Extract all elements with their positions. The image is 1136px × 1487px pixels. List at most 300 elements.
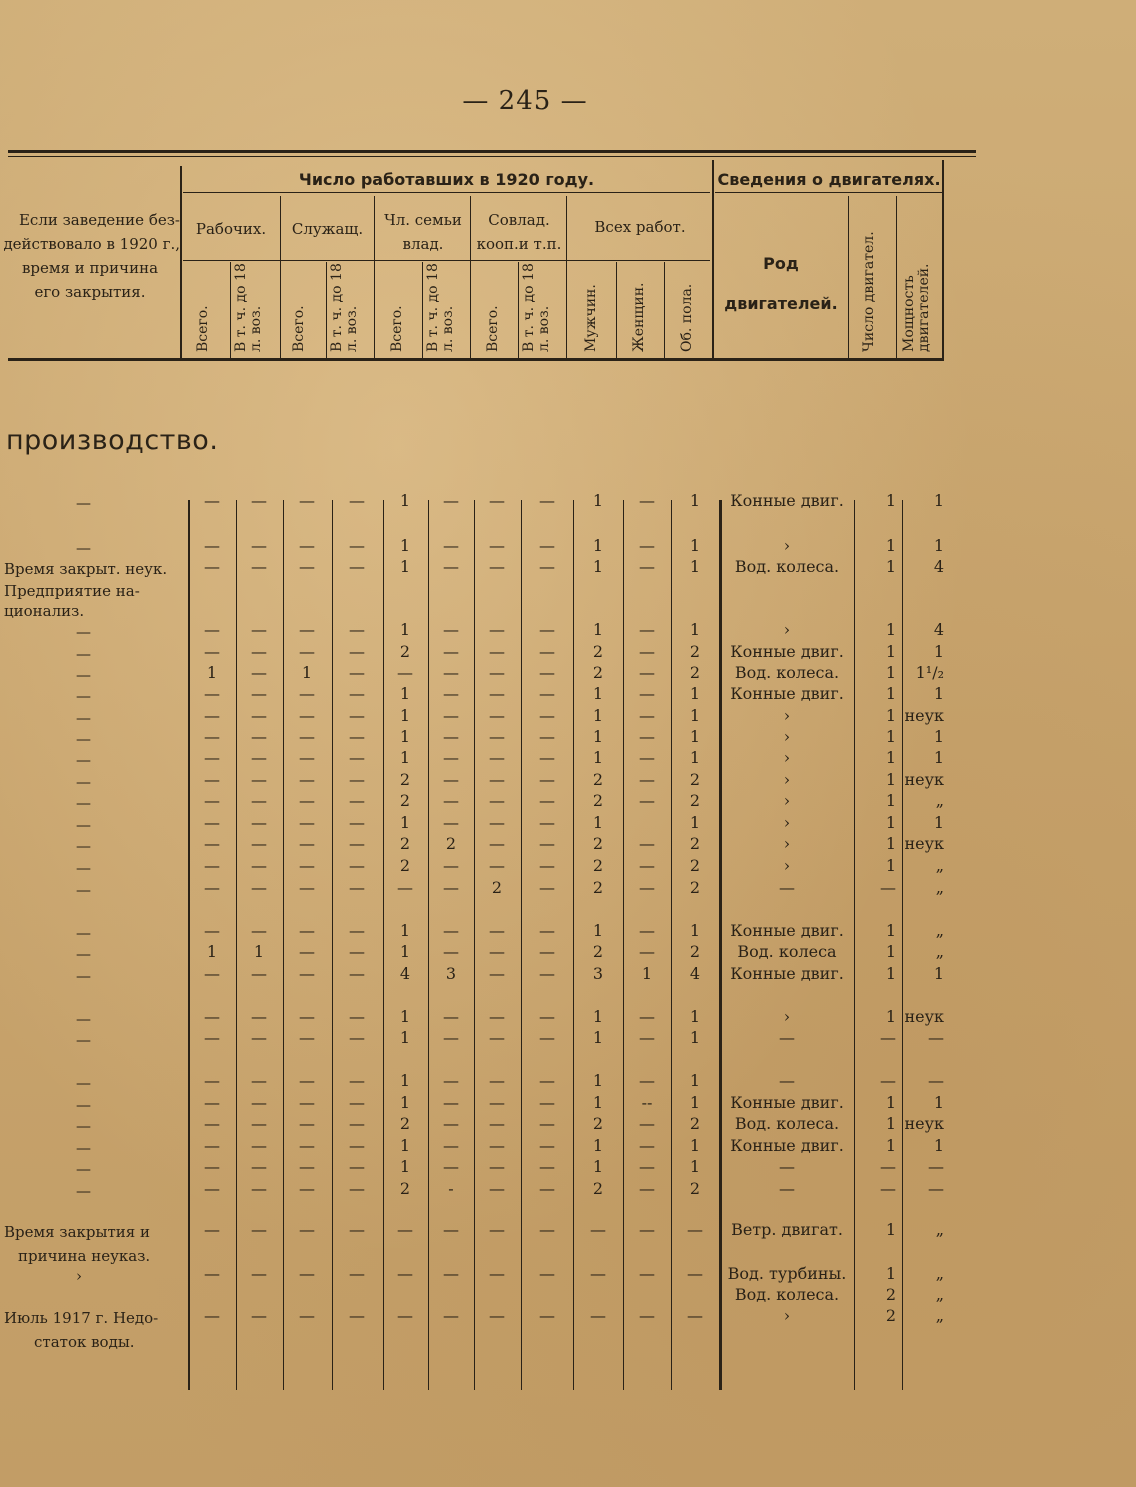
- row-cell: —: [204, 921, 220, 940]
- row-cell: —: [489, 663, 505, 682]
- row-cell: —: [639, 491, 655, 510]
- row-engine-count: 2: [885, 1306, 896, 1325]
- row-cell: 2: [689, 834, 701, 853]
- row-engine-power: „: [935, 856, 944, 875]
- row-cell: —: [443, 1264, 459, 1283]
- note-reason-unknown: причина неуказ.: [18, 1247, 151, 1265]
- row-cell: —: [204, 1306, 220, 1325]
- row-cell: 2: [592, 942, 604, 961]
- row-engine-count: 1: [885, 942, 896, 961]
- sub-minor-employees: В т. ч. до 18 л. воз.: [329, 263, 360, 352]
- row-cell: 1: [592, 921, 604, 940]
- row-cell: 1: [689, 1093, 701, 1112]
- row-cell: 2: [592, 1179, 604, 1198]
- row-note: —: [76, 794, 91, 812]
- note-nationalized-1: Предприятие на-: [4, 582, 140, 600]
- row-cell: —: [251, 1071, 267, 1090]
- sub-minor-coowners: В т. ч. до 18 л. воз.: [521, 263, 552, 352]
- row-cell: —: [349, 964, 365, 983]
- row-cell: 1: [689, 557, 701, 576]
- row-cell: 1: [399, 942, 411, 961]
- row-engine-count: —: [880, 878, 896, 897]
- row-cell: —: [639, 1071, 655, 1090]
- row-cell: —: [349, 1157, 365, 1176]
- row-cell: 1: [399, 491, 411, 510]
- row-cell: —: [443, 813, 459, 832]
- row-cell: 1: [689, 536, 701, 555]
- row-cell: —: [349, 1264, 365, 1283]
- row-cell: 2: [399, 642, 411, 661]
- row-cell: —: [349, 834, 365, 853]
- row-cell: —: [443, 878, 459, 897]
- row-cell: —: [251, 620, 267, 639]
- row-cell: —: [539, 706, 555, 725]
- row-cell: —: [204, 684, 220, 703]
- row-cell: —: [639, 1136, 655, 1155]
- row-cell: —: [204, 557, 220, 576]
- row-engine-power: 1: [933, 684, 944, 703]
- row-cell: 1: [206, 942, 218, 961]
- row-cell: —: [539, 878, 555, 897]
- row-engine-count: 1: [885, 1007, 896, 1026]
- row-cell: —: [204, 770, 220, 789]
- row-cell: —: [639, 663, 655, 682]
- row-cell: —: [349, 791, 365, 810]
- row-cell: 1: [689, 1071, 701, 1090]
- row-engine-power: 1: [933, 642, 944, 661]
- row-cell: 1: [592, 536, 604, 555]
- row-engine-kind: Конные двиг.: [730, 1093, 844, 1112]
- row-cell: —: [489, 748, 505, 767]
- row-cell: 2: [689, 663, 701, 682]
- row-cell: —: [204, 748, 220, 767]
- row-cell: —: [349, 921, 365, 940]
- section-title: производство.: [6, 425, 219, 456]
- row-engine-power: неук: [904, 1007, 944, 1026]
- row-cell: 1: [592, 706, 604, 725]
- row-cell: —: [539, 620, 555, 639]
- row-note: Июль 1917 г. Недо-: [4, 1309, 159, 1327]
- row-cell: —: [639, 1179, 655, 1198]
- row-cell: —: [251, 1220, 267, 1239]
- row-engine-count: 2: [885, 1285, 896, 1304]
- workers-header: Рабочих.: [195, 220, 267, 238]
- row-cell: —: [204, 642, 220, 661]
- row-cell: —: [443, 942, 459, 961]
- row-cell: —: [349, 706, 365, 725]
- row-cell: 2: [592, 770, 604, 789]
- row-cell: —: [299, 642, 315, 661]
- row-engine-kind: —: [779, 1028, 795, 1047]
- row-note: —: [76, 1160, 91, 1178]
- row-engine-count: 1: [885, 491, 896, 510]
- row-cell: 4: [399, 964, 411, 983]
- row-engine-kind: ›: [783, 834, 791, 853]
- vline-h3: [326, 262, 327, 358]
- row-cell: 1: [399, 684, 411, 703]
- row-engine-count: 1: [885, 1264, 896, 1283]
- row-engine-count: 1: [885, 684, 896, 703]
- row-cell: —: [539, 1179, 555, 1198]
- row-cell: —: [489, 1071, 505, 1090]
- row-cell: —: [539, 921, 555, 940]
- row-engine-power: неук: [904, 770, 944, 789]
- row-cell: —: [349, 1306, 365, 1325]
- row-cell: —: [539, 1007, 555, 1026]
- sub-total-family: Всего.: [389, 305, 405, 352]
- row-cell: —: [299, 557, 315, 576]
- row-cell: —: [443, 921, 459, 940]
- row-cell: —: [639, 1220, 655, 1239]
- row-engine-kind: Вод. колеса.: [734, 663, 840, 682]
- row-engine-power: 4: [933, 557, 944, 576]
- row-cell: —: [204, 813, 220, 832]
- row-cell: —: [204, 791, 220, 810]
- row-cell: 1: [592, 620, 604, 639]
- row-cell: 2: [689, 856, 701, 875]
- row-cell: —: [349, 1071, 365, 1090]
- row-engine-count: 1: [885, 557, 896, 576]
- row-cell: —: [299, 1157, 315, 1176]
- row-cell: 1: [399, 727, 411, 746]
- row-cell: —: [489, 1264, 505, 1283]
- row-cell: —: [443, 706, 459, 725]
- row-cell: —: [251, 1136, 267, 1155]
- row-cell: —: [489, 1157, 505, 1176]
- row-cell: —: [539, 1071, 555, 1090]
- row-cell: 2: [689, 770, 701, 789]
- row-cell: 1: [399, 1157, 411, 1176]
- col0-header-line2: действовало в 1920 г.,: [3, 235, 180, 253]
- row-engine-power: 1: [933, 1093, 944, 1112]
- row-cell: —: [299, 856, 315, 875]
- row-cell: 1: [592, 557, 604, 576]
- row-cell: —: [489, 1136, 505, 1155]
- row-cell: —: [539, 1114, 555, 1133]
- row-cell: —: [539, 1220, 555, 1239]
- row-cell: —: [299, 834, 315, 853]
- top-rule: [8, 150, 976, 153]
- row-engine-power: „: [935, 1285, 944, 1304]
- row-cell: —: [489, 834, 505, 853]
- row-cell: -: [448, 1179, 454, 1198]
- row-cell: —: [443, 770, 459, 789]
- row-cell: 2: [689, 642, 701, 661]
- row-note: ›: [76, 1267, 82, 1285]
- row-cell: --: [641, 1093, 653, 1112]
- row-cell: —: [639, 620, 655, 639]
- row-cell: —: [299, 791, 315, 810]
- row-cell: —: [299, 921, 315, 940]
- row-cell: —: [204, 878, 220, 897]
- row-cell: —: [204, 727, 220, 746]
- row-cell: —: [443, 663, 459, 682]
- row-cell: —: [443, 642, 459, 661]
- row-cell: —: [251, 684, 267, 703]
- row-cell: 2: [399, 856, 411, 875]
- row-engine-count: 1: [885, 834, 896, 853]
- row-cell: —: [489, 964, 505, 983]
- row-note: —: [76, 945, 91, 963]
- row-cell: —: [489, 706, 505, 725]
- vline-h13: [896, 196, 897, 358]
- row-cell: 1: [301, 663, 313, 682]
- row-engine-kind: Конные двиг.: [730, 684, 844, 703]
- row-cell: —: [251, 1028, 267, 1047]
- row-cell: —: [443, 727, 459, 746]
- row-cell: 1: [592, 1093, 604, 1112]
- vline-h12: [848, 196, 849, 358]
- row-cell: —: [204, 964, 220, 983]
- row-engine-power: неук: [904, 834, 944, 853]
- row-cell: 1: [592, 684, 604, 703]
- row-cell: —: [299, 770, 315, 789]
- row-cell: 2: [592, 642, 604, 661]
- row-cell: 1: [399, 1028, 411, 1047]
- row-cell: —: [349, 663, 365, 682]
- group-workers-header: Число работавших в 1920 году.: [298, 170, 595, 189]
- vline-body-8: [573, 500, 574, 1390]
- row-cell: 2: [592, 834, 604, 853]
- sub-total-coowners: Всего.: [485, 305, 501, 352]
- row-cell: —: [443, 684, 459, 703]
- all-workers-header: Всех работ.: [594, 218, 686, 236]
- row-cell: —: [639, 1157, 655, 1176]
- row-note: —: [76, 924, 91, 942]
- row-cell: —: [204, 1264, 220, 1283]
- row-engine-count: 1: [885, 663, 896, 682]
- row-cell: —: [204, 1028, 220, 1047]
- row-cell: —: [397, 878, 413, 897]
- row-cell: —: [639, 942, 655, 961]
- row-cell: 2: [399, 1114, 411, 1133]
- row-cell: —: [443, 856, 459, 875]
- note-nationalized-2: ционализ.: [4, 602, 85, 620]
- row-engine-kind: ›: [783, 706, 791, 725]
- row-cell: —: [687, 1220, 703, 1239]
- col0-header: [0, 208, 180, 304]
- row-cell: 1: [689, 727, 701, 746]
- row-cell: —: [539, 536, 555, 555]
- row-cell: —: [299, 1071, 315, 1090]
- row-cell: —: [539, 1306, 555, 1325]
- sub-total-workers: Всего.: [195, 305, 211, 352]
- row-cell: —: [299, 1028, 315, 1047]
- row-cell: —: [443, 1071, 459, 1090]
- row-cell: —: [204, 1114, 220, 1133]
- row-cell: —: [299, 1220, 315, 1239]
- row-cell: —: [299, 1264, 315, 1283]
- group-engines-header: Сведения о двигателях.: [717, 170, 941, 189]
- row-cell: —: [539, 1157, 555, 1176]
- row-engine-kind: ›: [783, 813, 791, 832]
- row-cell: —: [204, 1179, 220, 1198]
- row-cell: 1: [592, 727, 604, 746]
- engine-count-header: Число двигател.: [861, 231, 877, 352]
- row-cell: —: [349, 748, 365, 767]
- row-engine-kind: —: [779, 1179, 795, 1198]
- engine-underline: [715, 192, 944, 193]
- row-engine-kind: ›: [783, 856, 791, 875]
- row-note: —: [76, 687, 91, 705]
- row-cell: 1: [689, 748, 701, 767]
- row-cell: —: [489, 684, 505, 703]
- row-cell: 1: [689, 1136, 701, 1155]
- row-cell: —: [349, 684, 365, 703]
- row-cell: 1: [689, 1007, 701, 1026]
- row-cell: —: [539, 813, 555, 832]
- row-note: —: [76, 1031, 91, 1049]
- row-engine-kind: Ветр. двигат.: [731, 1220, 843, 1239]
- vline-h6: [470, 196, 471, 358]
- sub-minor-workers: В т. ч. до 18 л. воз.: [233, 263, 264, 352]
- row-cell: —: [299, 1136, 315, 1155]
- row-engine-kind: —: [779, 1071, 795, 1090]
- row-cell: —: [639, 1264, 655, 1283]
- row-engine-power: „: [935, 921, 944, 940]
- row-cell: —: [539, 834, 555, 853]
- row-cell: 1: [253, 942, 265, 961]
- row-engine-kind: ›: [783, 1007, 791, 1026]
- row-cell: —: [299, 727, 315, 746]
- row-cell: —: [299, 684, 315, 703]
- row-cell: —: [639, 856, 655, 875]
- row-engine-kind: ›: [783, 727, 791, 746]
- row-cell: —: [204, 1157, 220, 1176]
- row-engine-kind: Конные двиг.: [730, 964, 844, 983]
- row-cell: —: [299, 491, 315, 510]
- row-engine-count: 1: [885, 813, 896, 832]
- row-cell: —: [489, 791, 505, 810]
- row-cell: —: [639, 834, 655, 853]
- row-cell: —: [639, 684, 655, 703]
- row-cell: —: [251, 706, 267, 725]
- row-cell: —: [251, 557, 267, 576]
- row-cell: —: [349, 536, 365, 555]
- row-cell: —: [349, 942, 365, 961]
- row-cell: —: [443, 748, 459, 767]
- row-cell: 1: [592, 491, 604, 510]
- top-rule-thin: [8, 156, 976, 157]
- row-engine-power: —: [928, 1071, 944, 1090]
- row-cell: —: [299, 813, 315, 832]
- row-cell: —: [539, 1028, 555, 1047]
- row-note: —: [76, 1010, 91, 1028]
- row-cell: —: [397, 1220, 413, 1239]
- row-note: Время закрыт. неук.: [4, 560, 168, 578]
- row-cell: 1: [399, 813, 411, 832]
- row-cell: —: [251, 1093, 267, 1112]
- row-note: —: [76, 816, 91, 834]
- row-engine-count: 1: [885, 620, 896, 639]
- row-cell: —: [349, 1028, 365, 1047]
- row-cell: —: [443, 1028, 459, 1047]
- note-water-shortage: статок воды.: [34, 1333, 135, 1351]
- row-cell: 2: [399, 791, 411, 810]
- vline-body-13: [902, 500, 903, 1390]
- row-engine-kind: ›: [783, 791, 791, 810]
- row-cell: —: [489, 1093, 505, 1112]
- row-cell: —: [539, 856, 555, 875]
- row-cell: —: [590, 1306, 606, 1325]
- row-engine-count: —: [880, 1157, 896, 1176]
- row-cell: 2: [491, 878, 503, 897]
- row-engine-power: 1: [933, 813, 944, 832]
- row-cell: —: [349, 1114, 365, 1133]
- row-cell: —: [489, 557, 505, 576]
- row-cell: 1: [399, 620, 411, 639]
- row-cell: 1: [689, 491, 701, 510]
- row-engine-count: 1: [885, 1114, 896, 1133]
- row-engine-kind: ›: [783, 620, 791, 639]
- row-cell: 2: [592, 856, 604, 875]
- row-cell: —: [489, 1306, 505, 1325]
- row-engine-power: „: [935, 1264, 944, 1283]
- row-cell: 3: [445, 964, 457, 983]
- row-cell: —: [489, 1179, 505, 1198]
- sub-total-employees: Всего.: [291, 305, 307, 352]
- row-cell: 2: [689, 878, 701, 897]
- row-cell: —: [397, 663, 413, 682]
- row-cell: —: [539, 770, 555, 789]
- vline-h14: [942, 160, 944, 360]
- row-engine-kind: Конные двиг.: [730, 642, 844, 661]
- row-engine-count: 1: [885, 1136, 896, 1155]
- row-cell: 1: [399, 1007, 411, 1026]
- row-cell: —: [349, 1093, 365, 1112]
- row-cell: —: [251, 748, 267, 767]
- row-note: —: [76, 1096, 91, 1114]
- row-cell: —: [349, 856, 365, 875]
- row-cell: —: [443, 1093, 459, 1112]
- row-cell: —: [539, 942, 555, 961]
- row-cell: 1: [592, 813, 604, 832]
- row-engine-count: 1: [885, 791, 896, 810]
- row-cell: 1: [592, 1028, 604, 1047]
- coowners-header: Совлад. кооп.и т.п.: [476, 211, 562, 253]
- row-cell: —: [687, 1306, 703, 1325]
- row-cell: —: [639, 921, 655, 940]
- row-cell: 2: [689, 942, 701, 961]
- row-cell: —: [349, 1136, 365, 1155]
- row-cell: —: [639, 536, 655, 555]
- row-engine-kind: ›: [783, 748, 791, 767]
- vline-h10: [664, 262, 665, 358]
- row-engine-count: 1: [885, 706, 896, 725]
- row-cell: 1: [399, 557, 411, 576]
- row-cell: 2: [445, 834, 457, 853]
- row-cell: 3: [592, 964, 604, 983]
- row-cell: —: [639, 727, 655, 746]
- row-engine-count: 1: [885, 748, 896, 767]
- row-engine-power: 1: [933, 1136, 944, 1155]
- row-engine-kind: Вод. колеса.: [734, 1114, 840, 1133]
- row-cell: 1: [689, 1028, 701, 1047]
- row-cell: —: [349, 491, 365, 510]
- row-cell: 2: [689, 1179, 701, 1198]
- row-engine-count: 1: [885, 921, 896, 940]
- row-cell: 2: [399, 770, 411, 789]
- row-note: —: [76, 645, 91, 663]
- row-engine-kind: —: [779, 878, 795, 897]
- row-cell: —: [489, 536, 505, 555]
- row-engine-power: неук: [904, 706, 944, 725]
- row-cell: —: [251, 536, 267, 555]
- row-cell: —: [539, 557, 555, 576]
- row-cell: —: [251, 1157, 267, 1176]
- row-cell: —: [489, 813, 505, 832]
- row-engine-count: —: [880, 1071, 896, 1090]
